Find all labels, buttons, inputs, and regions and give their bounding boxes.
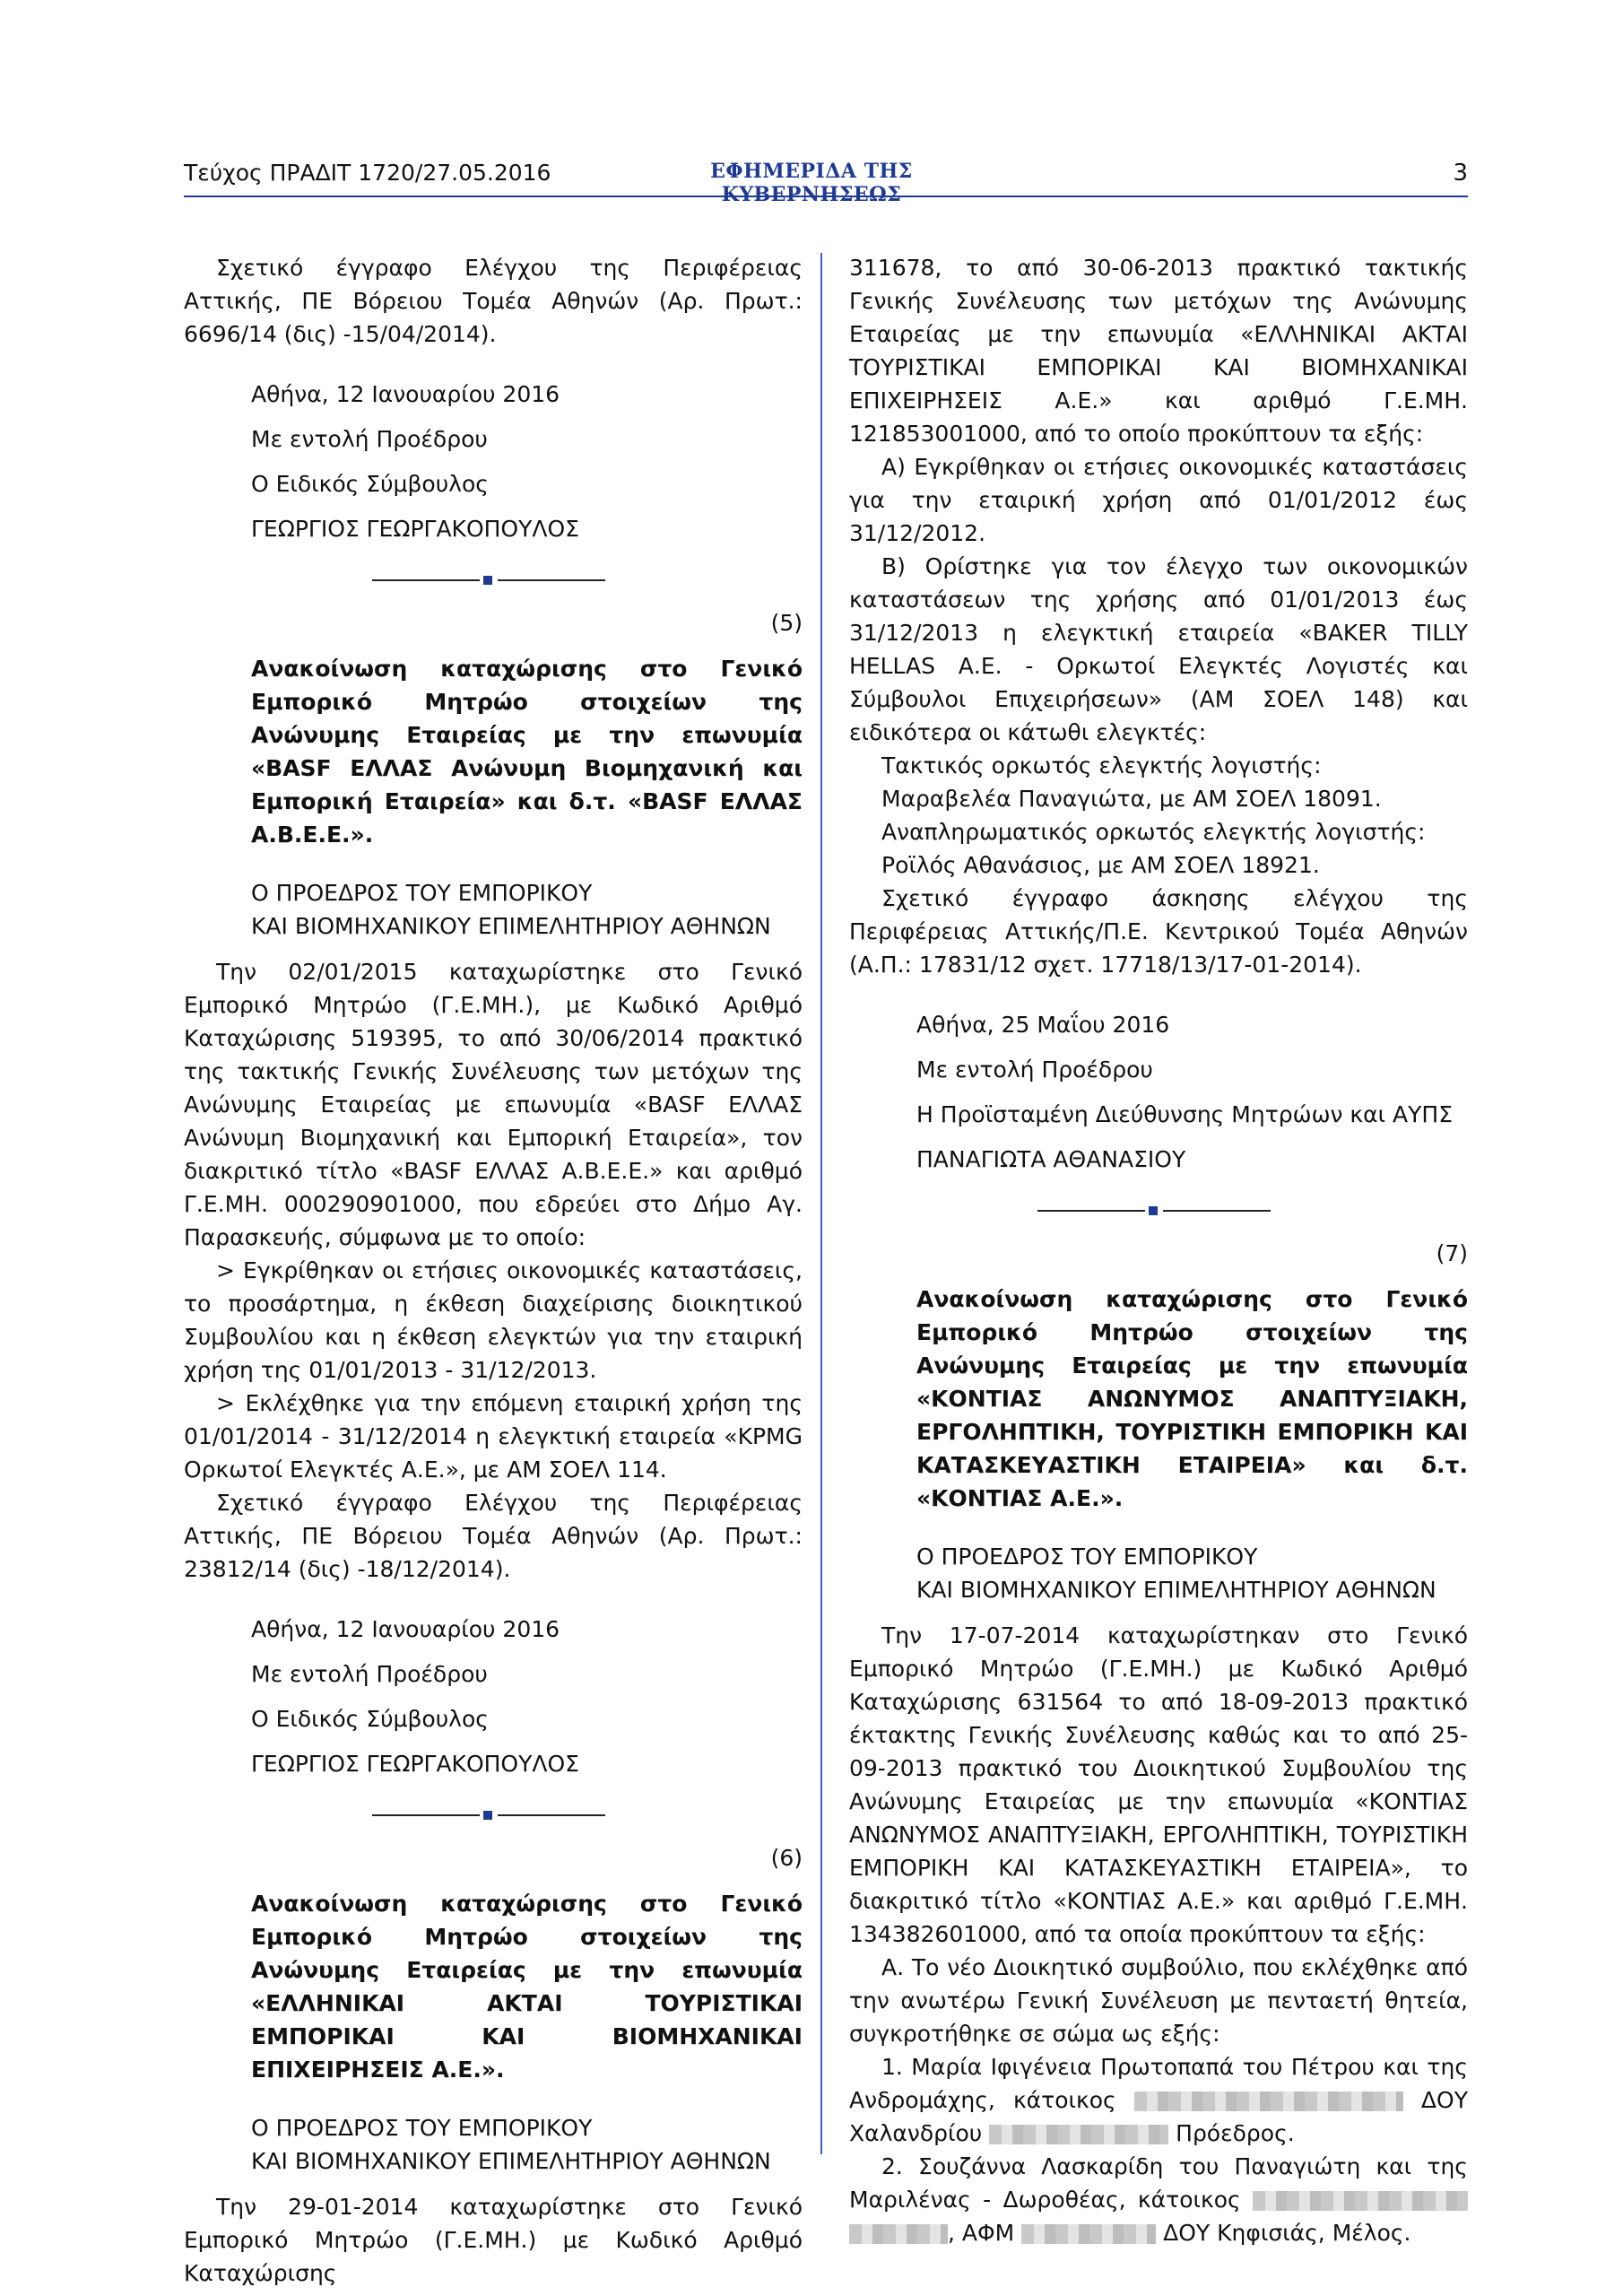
issuer-heading xyxy=(184,2111,803,2178)
section-separator xyxy=(849,1203,1468,1219)
issuer-heading xyxy=(849,1540,1468,1606)
body-paragraph: 311678, το από 30-06-2013 πρακτικό τακτικής Γενικής Συνέλευσης των μετόχων της Ανώνυμης Εταιρείας με την επωνυμία «ΕΛΛΗΝΙΚΑΙ ΑΚΤΑΙ ΤΟΥΡΙΣΤΙΚΑΙ ΕΜΠΟΡΙΚΑΙ ΚΑΙ ΒΙΟΜΗΧΑΝΙΚΑΙ ΕΠΙΧΕΙΡΗΣΕΙΣ Α.Ε.» και αριθμό Γ.Ε.ΜΗ. 121853001000, από το οποίο προκύπτουν τα εξής: xyxy=(849,255,1468,447)
board-member-1 xyxy=(849,2050,1468,2150)
body-paragraph: Σχετικό έγγραφο άσκησης ελέγχου της Περιφέρειας Αττικής/Π.Ε. Κεντρικού Τομέα Αθηνών (Α.Π.: 17831/12 σχετ. 17718/13/17-01-2014). xyxy=(849,885,1468,978)
intro-paragraph: Σχετικό έγγραφο Ελέγχου της Περιφέρειας Αττικής, ΠΕ Βόρειου Τομέα Αθηνών (Αρ. Πρωτ.: 6696/14 (δις) -15/04/2014). xyxy=(184,255,803,347)
announcement-number: (7) xyxy=(1436,1240,1468,1266)
signature-order: Με εντολή Προέδρου xyxy=(251,426,488,452)
signature-order: Με εντολή Προέδρου xyxy=(251,1661,488,1687)
issuer-line-1: Ο ΠΡΟΕΔΡΟΣ ΤΟΥ ΕΜΠΟΡΙΚΟΥ xyxy=(251,880,593,906)
gazette-title: ΕΦΗΜΕΡΙΔΑ ΤΗΣ ΚΥΒΕΡΝΗΣΕΩΣ xyxy=(710,160,913,206)
signature-order: Με εντολή Προέδρου xyxy=(916,1057,1153,1083)
left-column xyxy=(184,251,803,2290)
signature-name: ΠΑΝΑΓΙΩΤΑ ΑΘΑΝΑΣΙΟΥ xyxy=(916,1146,1186,1172)
announcement-number: (6) xyxy=(770,1845,803,1871)
redacted-tax-id xyxy=(989,2125,1168,2144)
signature-role: Η Προϊσταμένη Διεύθυνσης Μητρώων και ΑΥΠΣ xyxy=(916,1101,1453,1127)
signature-name: ΓΕΩΡΓΙΟΣ ΓΕΩΡΓΑΚΟΠΟΥΛΟΣ xyxy=(251,516,579,542)
body-paragraph: Σχετικό έγγραφο Ελέγχου της Περιφέρειας Αττικής, ΠΕ Βόρειου Τομέα Αθηνών (Αρ. Πρωτ.: 23812/14 (δις) -18/12/2014). xyxy=(184,1490,803,1582)
signature-role: Ο Ειδικός Σύμβουλος xyxy=(251,471,489,497)
body-paragraph: Ροϊλός Αθανάσιος, με ΑΜ ΣΟΕΛ 18921. xyxy=(881,852,1320,878)
signature-place-date: Αθήνα, 12 Ιανουαρίου 2016 xyxy=(251,1616,560,1642)
signature-place-date: Αθήνα, 25 Μαΐου 2016 xyxy=(916,1012,1170,1038)
redacted-tax-id xyxy=(1021,2224,1156,2244)
issue-reference: Τεύχος ΠΡΑΔΙΤ 1720/27.05.2016 xyxy=(184,160,551,186)
redacted-address xyxy=(1253,2191,1468,2211)
announcement-title: Ανακοίνωση καταχώρισης στο Γενικό Εμπορικό Μητρώο στοιχείων της Ανώνυμης Εταιρείας με την επωνυμία «ΚΟΝΤΙΑΣ ΑΝΩΝΥΜΟΣ ΑΝΑΠΤΥΞΙΑΚΗ, ΕΡΓΟΛΗΠΤΙΚΗ, ΤΟΥΡΙΣΤΙΚΗ ΕΜΠΟΡΙΚΗ ΚΑΙ ΚΑΤΑΣΚΕΥΑΣΤΙΚΗ ΕΤΑΙΡΕΙΑ» και δ.τ. «ΚΟΝΤΙΑΣ Α.Ε.». xyxy=(916,1286,1468,1511)
body-paragraph: Τακτικός ορκωτός ελεγκτής λογιστής: xyxy=(881,752,1322,778)
section-separator xyxy=(184,572,803,588)
announcement-title: Ανακοίνωση καταχώρισης στο Γενικό Εμπορικό Μητρώο στοιχείων της Ανώνυμης Εταιρείας με την επωνυμία «ΕΛΛΗΝΙΚΑΙ ΑΚΤΑΙ ΤΟΥΡΙΣΤΙΚΑΙ ΕΜΠΟΡΙΚΑΙ ΚΑΙ ΒΙΟΜΗΧΑΝΙΚΑΙ ΕΠΙΧΕΙΡΗΣΕΙΣ Α.Ε.». xyxy=(251,1891,803,2083)
header-rule xyxy=(184,196,1468,197)
member-text: Πρόεδρος. xyxy=(1176,2120,1295,2146)
body-paragraph: Την 02/01/2015 καταχωρίστηκε στο Γενικό Εμπορικό Μητρώο (Γ.Ε.ΜΗ.), με Κωδικό Αριθμό Καταχώρισης 519395, το από 30/06/2014 πρακτικό της τακτικής Γενικής Συνέλευσης των μετόχων της Ανώνυμης Εταιρείας με επωνυμία «BASF ΕΛΛΑΣ Ανώνυμη Βιομηχανική και Εμπορική Εταιρεία», τον διακριτικό τίτλο «BASF ΕΛΛΑΣ Α.Β.Ε.Ε.» και αριθμό Γ.Ε.ΜΗ. 000290901000, που εδρεύει στο Δήμο Αγ. Παρασκευής, σύμφωνα με το οποίο: xyxy=(184,959,803,1250)
body-paragraph: Την 17-07-2014 καταχωρίστηκαν στο Γενικό Εμπορικό Μητρώο (Γ.Ε.ΜΗ.) με Κωδικό Αριθμό Καταχώρισης 631564 το από 18-09-2013 πρακτικό έκτακτης Γενικής Συνέλευσης καθώς και το από 25-09-2013 πρακτικό του Διοικητικού Συμβουλίου της Ανώνυμης Εταιρείας με την επωνυμία «ΚΟΝΤΙΑΣ ΑΝΩΝΥΜΟΣ ΑΝΑΠΤΥΞΙΑΚΗ, ΕΡΓΟΛΗΠΤΙΚΗ, ΤΟΥΡΙΣΤΙΚΗ ΕΜΠΟΡΙΚΗ ΚΑΙ ΚΑΤΑΣΚΕΥΑΣΤΙΚΗ ΕΤΑΙΡΕΙΑ», το διακριτικό τίτλο «ΚΟΝΤΙΑΣ Α.Ε.» και αριθμό Γ.Ε.ΜΗ. 134382601000, από τα οποία προκύπτουν τα εξής: xyxy=(849,1622,1468,1947)
signature-name: ΓΕΩΡΓΙΟΣ ΓΕΩΡΓΑΚΟΠΟΥΛΟΣ xyxy=(251,1751,579,1777)
signature-role: Ο Ειδικός Σύμβουλος xyxy=(251,1706,489,1732)
column-divider xyxy=(820,253,822,2154)
body-paragraph: > Εκλέχθηκε για την επόμενη εταιρική χρήση της 01/01/2014 - 31/12/2014 η ελεγκτική εταιρεία «KPMG Ορκωτοί Ελεγκτές Α.Ε.», με ΑΜ ΣΟΕΛ 114. xyxy=(184,1390,803,1483)
page-header xyxy=(184,160,1468,206)
body-paragraph: Αναπληρωματικός ορκωτός ελεγκτής λογιστής: xyxy=(881,819,1426,845)
issuer-line-1: Ο ΠΡΟΕΔΡΟΣ ΤΟΥ ΕΜΠΟΡΙΚΟΥ xyxy=(251,2115,593,2141)
member-text: 1. Μαρία Ιφιγένεια Πρωτοπαπά του Πέτρου και της Ανδρομάχης, κάτοικος xyxy=(849,2054,1468,2113)
section-separator xyxy=(184,1807,803,1823)
announcement-title: Ανακοίνωση καταχώρισης στο Γενικό Εμπορικό Μητρώο στοιχείων της Ανώνυμης Εταιρείας με την επωνυμία «BASF ΕΛΛΑΣ Ανώνυμη Βιομηχανική και Εμπορική Εταιρεία» και δ.τ. «BASF ΕΛΛΑΣ Α.Β.Ε.Ε.». xyxy=(251,656,803,848)
redacted-address xyxy=(849,2224,948,2244)
issuer-line-2: ΚΑΙ ΒΙΟΜΗΧΑΝΙΚΟΥ ΕΠΙΜΕΛΗΤΗΡΙΟΥ ΑΘΗΝΩΝ xyxy=(916,1577,1436,1603)
board-member-2 xyxy=(849,2150,1468,2249)
member-text: 2. Σουζάννα Λασκαρίδη του Παναγιώτη και της Μαριλένας - Δωροθέας, κάτοικος xyxy=(849,2153,1468,2213)
body-paragraph: Β) Ορίστηκε για τον έλεγχο των οικονομικών καταστάσεων της χρήσης από 01/01/2013 έως 31/12/2013 η ελεγκτική εταιρεία «BAKER TILLY HELLAS Α.Ε. - Ορκωτοί Ελεγκτές Λογιστές και Σύμβουλοι Επιχειρήσεων» (ΑΜ ΣΟΕΛ 148) και ειδικότερα οι κάτωθι ελεγκτές: xyxy=(849,553,1468,745)
announcement-number: (5) xyxy=(770,610,803,636)
member-text: ΔΟΥ Κηφισιάς, Μέλος. xyxy=(1163,2220,1411,2246)
redacted-address xyxy=(1134,2092,1403,2111)
member-text: , ΑΦΜ xyxy=(948,2220,1015,2246)
issuer-line-2: ΚΑΙ ΒΙΟΜΗΧΑΝΙΚΟΥ ΕΠΙΜΕΛΗΤΗΡΙΟΥ ΑΘΗΝΩΝ xyxy=(251,2148,771,2174)
issuer-line-1: Ο ΠΡΟΕΔΡΟΣ ΤΟΥ ΕΜΠΟΡΙΚΟΥ xyxy=(916,1544,1258,1570)
body-paragraph: Α) Εγκρίθηκαν οι ετήσιες οικονομικές καταστάσεις για την εταιρική χρήση από 01/01/2012 έως 31/12/2012. xyxy=(849,454,1468,546)
page-number: 3 xyxy=(1453,160,1468,187)
body-paragraph: > Εγκρίθηκαν οι ετήσιες οικονομικές καταστάσεις, το προσάρτημα, η έκθεση διαχείρισης διοικητικού Συμβουλίου και η έκθεση ελεγκτών για την εταιρική χρήση της 01/01/2013 - 31/12/2013. xyxy=(184,1257,803,1383)
member-text: ΔΟΥ xyxy=(1420,2087,1468,2113)
body-paragraph: Α. Το νέο Διοικητικό συμβούλιο, που εκλέχθηκε από την ανωτέρω Γενική Συνέλευση με πενταετή θητεία, συγκροτήθηκε σε σώμα ως εξής: xyxy=(849,1954,1468,2047)
signature-place-date: Αθήνα, 12 Ιανουαρίου 2016 xyxy=(251,381,560,407)
body-paragraph: Μαραβελέα Παναγιώτα, με ΑΜ ΣΟΕΛ 18091. xyxy=(881,786,1382,812)
right-column xyxy=(849,251,1468,2249)
issuer-heading xyxy=(184,876,803,943)
member-text: Χαλανδρίου xyxy=(849,2120,983,2146)
body-paragraph: Την 29-01-2014 καταχωρίστηκε στο Γενικό Εμπορικό Μητρώο (Γ.Ε.ΜΗ.) με Κωδικό Αριθμό Καταχώρισης xyxy=(184,2194,803,2286)
issuer-line-2: ΚΑΙ ΒΙΟΜΗΧΑΝΙΚΟΥ ΕΠΙΜΕΛΗΤΗΡΙΟΥ ΑΘΗΝΩΝ xyxy=(251,913,771,939)
